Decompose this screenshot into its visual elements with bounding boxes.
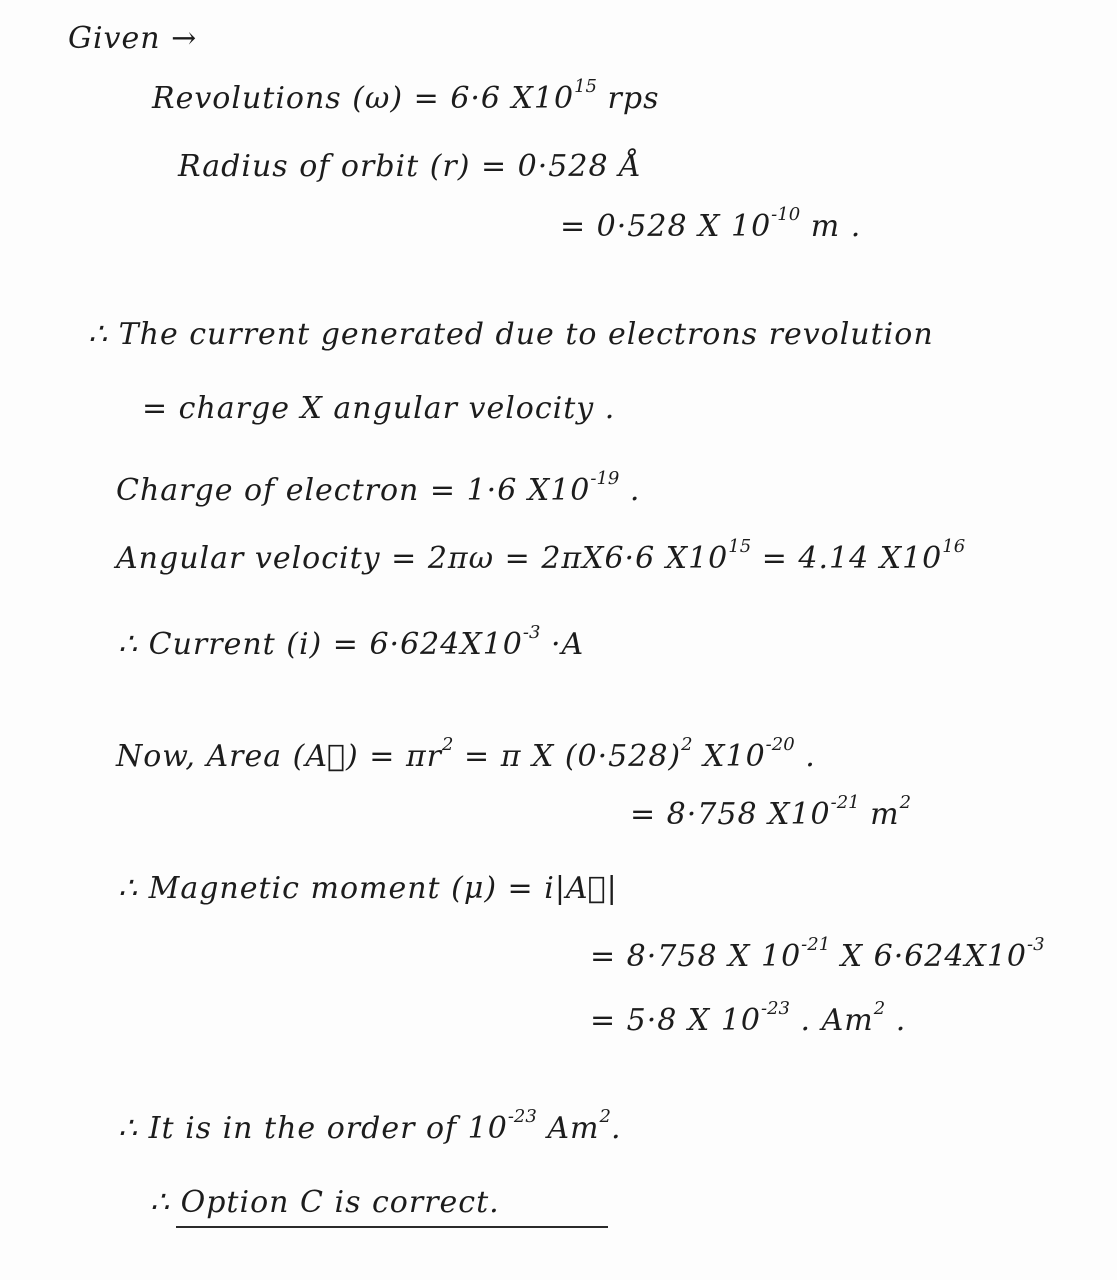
given-heading: Given → — [68, 21, 198, 56]
area-result-line: = 8·758 $X10^{-21}$ $m^2$ — [630, 792, 912, 832]
radius-line: Radius of orbit (r) = 0·528 Å — [178, 149, 642, 184]
order-line: ∴ It is in the order of $10^{-23}$ Am$^2$. — [118, 1106, 622, 1146]
angular-velocity-line: Angular velocity = 2πω = 2πX6·6 $X10^{15} = 4.14$ $X10^{16}$ — [116, 536, 966, 576]
current-result-line: ∴ Current $(i) = 6\cdot 624X10^{-3} \cdot A$ — [118, 622, 585, 662]
moment-result-line: = 5·8 X $10^{-23}$ . Am$^2$ . — [590, 998, 907, 1038]
current-formula-line: = charge X angular velocity . — [142, 391, 616, 426]
area-line: Now, Area (A⃗) = $\pi r^2 = \pi$ X $(0\cdot 528)^2$ $X10^{-20}$ . — [116, 734, 816, 774]
moment-calculation-line: = 8·758 X $10^{-21}$ X $6\cdot 624X10^{-3}$ — [590, 934, 1045, 974]
revolutions-line: Revolutions (ω) = 6·6 $X10^{15}$ rps — [152, 76, 660, 116]
option-line: ∴ Option C is correct. — [150, 1185, 500, 1220]
radius-meters-line: = 0·528 X $10^{-10}$ m . — [560, 204, 862, 244]
charge-line: Charge of electron = 1·6 $X10^{-19}$ . — [116, 468, 641, 508]
option-underline — [176, 1226, 608, 1228]
current-intro-line: ∴ The current generated due to electrons revolution — [88, 317, 934, 352]
magnetic-moment-line: ∴ Magnetic moment (μ) = i|A⃗| — [118, 871, 618, 906]
